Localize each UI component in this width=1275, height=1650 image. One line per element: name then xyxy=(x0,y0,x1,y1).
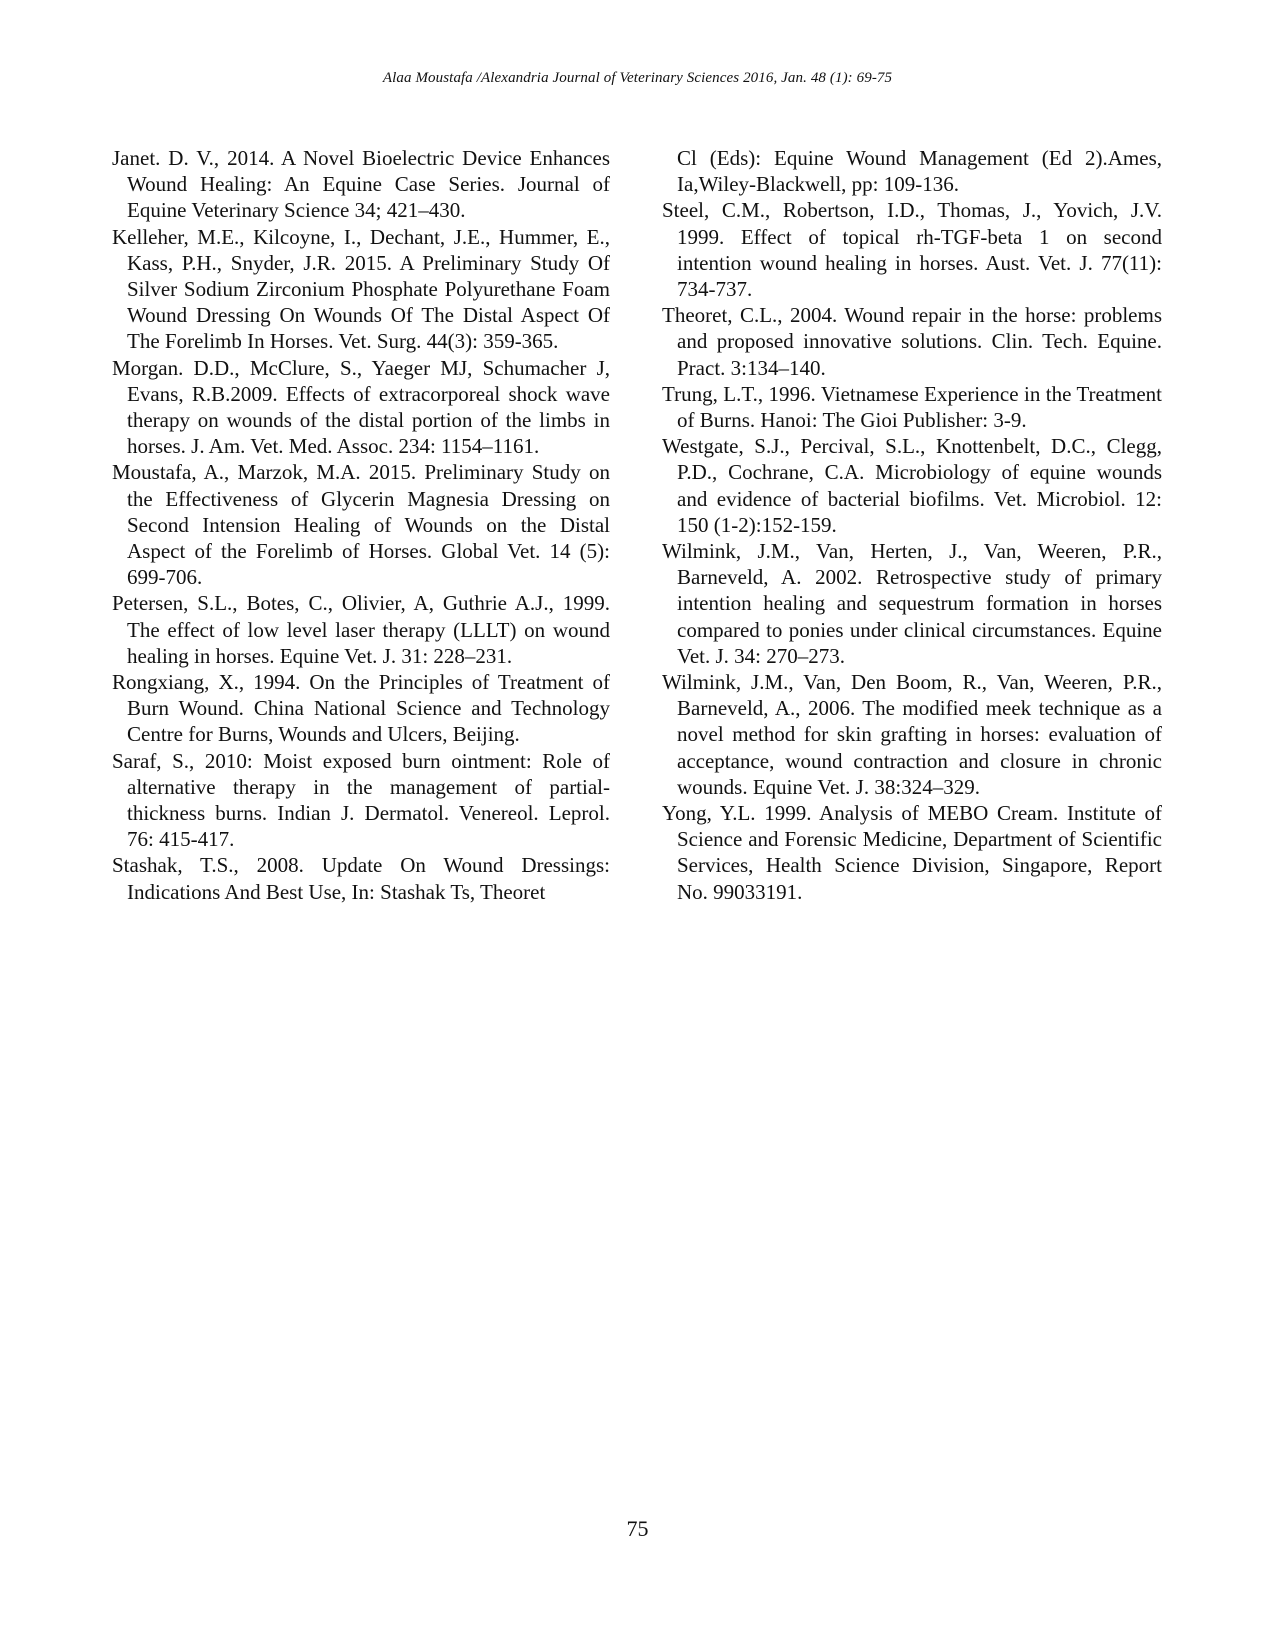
reference-entry: Theoret, C.L., 2004. Wound repair in the horse: problems and proposed innovative solutions. Clin. Tech. Equine. Pract. 3:134–140. xyxy=(662,303,1162,380)
reference-entry: Morgan. D.D., McClure, S., Yaeger MJ, Schumacher J, Evans, R.B.2009. Effects of extracorporeal shock wave therapy on wounds of the distal portion of the limbs in horses. J. Am. Vet. Med. Assoc. 234: 1154–1161. xyxy=(112,355,610,459)
reference-entry: Petersen, S.L., Botes, C., Olivier, A, Guthrie A.J., 1999. The effect of low level laser therapy (LLLT) on wound healing in horses. Equine Vet. J. 31: 228–231. xyxy=(112,591,610,668)
reference-entry: Janet. D. V., 2014. A Novel Bioelectric Device Enhances Wound Healing: An Equine Case Series. Journal of Equine Veterinary Science 34; 421–430. xyxy=(112,146,610,223)
running-header: Alaa Moustafa /Alexandria Journal of Veterinary Sciences 2016, Jan. 48 (1): 69-75 xyxy=(382,70,893,86)
reference-entry-continued: Cl (Eds): Equine Wound Management (Ed 2).Ames, Ia,Wiley-Blackwell, pp: 109-136. xyxy=(677,146,1162,197)
reference-entry: Moustafa, A., Marzok, M.A. 2015. Preliminary Study on the Effectiveness of Glycerin Magnesia Dressing on Second Intension Healing of Wounds on the Distal Aspect of the Forelimb of Horses. Global Vet. 14 (5): 699-706. xyxy=(112,460,610,590)
reference-entry: Rongxiang, X., 1994. On the Principles of Treatment of Burn Wound. China National Science and Technology Centre for Burns, Wounds and Ulcers, Beijing. xyxy=(112,670,610,747)
reference-entry: Wilmink, J.M., Van, Den Boom, R., Van, Weeren, P.R., Barneveld, A., 2006. The modified meek technique as a novel method for skin grafting in horses: evaluation of acceptance, wound contraction and closure in chronic wounds. Equine Vet. J. 38:324–329. xyxy=(662,670,1162,799)
reference-entry: Kelleher, M.E., Kilcoyne, I., Dechant, J.E., Hummer, E., Kass, P.H., Snyder, J.R. 2015. A Preliminary Study Of Silver Sodium Zirconium Phosphate Polyurethane Foam Wound Dressing On Wounds Of The Distal Aspect Of The Forelimb In Horses. Vet. Surg. 44(3): 359-365. xyxy=(112,224,610,354)
references-column-right xyxy=(662,145,1162,905)
reference-entry: Steel, C.M., Robertson, I.D., Thomas, J., Yovich, J.V. 1999. Effect of topical rh-TGF-beta 1 on second intention wound healing in horses. Aust. Vet. J. 77(11): 734-737. xyxy=(662,198,1162,302)
page-number: 75 xyxy=(626,1516,649,1541)
reference-entry: Westgate, S.J., Percival, S.L., Knottenbelt, D.C., Clegg, P.D., Cochrane, C.A. Microbiology of equine wounds and evidence of bacterial biofilms. Vet. Microbiol. 12: 150 (1-2):152-159. xyxy=(662,434,1162,537)
references-column-left xyxy=(112,145,610,905)
reference-entry: Yong, Y.L. 1999. Analysis of MEBO Cream. Institute of Science and Forensic Medicine, Department of Scientific Services, Health Science Division, Singapore, Report No. 99033191. xyxy=(662,801,1162,904)
reference-entry: Saraf, S., 2010: Moist exposed burn ointment: Role of alternative therapy in the management of partial-thickness burns. Indian J. Dermatol. Venereol. Leprol. 76: 415-417. xyxy=(112,748,610,852)
reference-entry: Wilmink, J.M., Van, Herten, J., Van, Weeren, P.R., Barneveld, A. 2002. Retrospective study of primary intention healing and sequestrum formation in horses compared to ponies under clinical circumstances. Equine Vet. J. 34: 270–273. xyxy=(662,539,1162,668)
reference-entry: Trung, L.T., 1996. Vietnamese Experience in the Treatment of Burns. Hanoi: The Gioi Publisher: 3-9. xyxy=(662,381,1162,433)
reference-entry: Stashak, T.S., 2008. Update On Wound Dressings: Indications And Best Use, In: Stashak Ts, Theoret xyxy=(112,853,610,904)
